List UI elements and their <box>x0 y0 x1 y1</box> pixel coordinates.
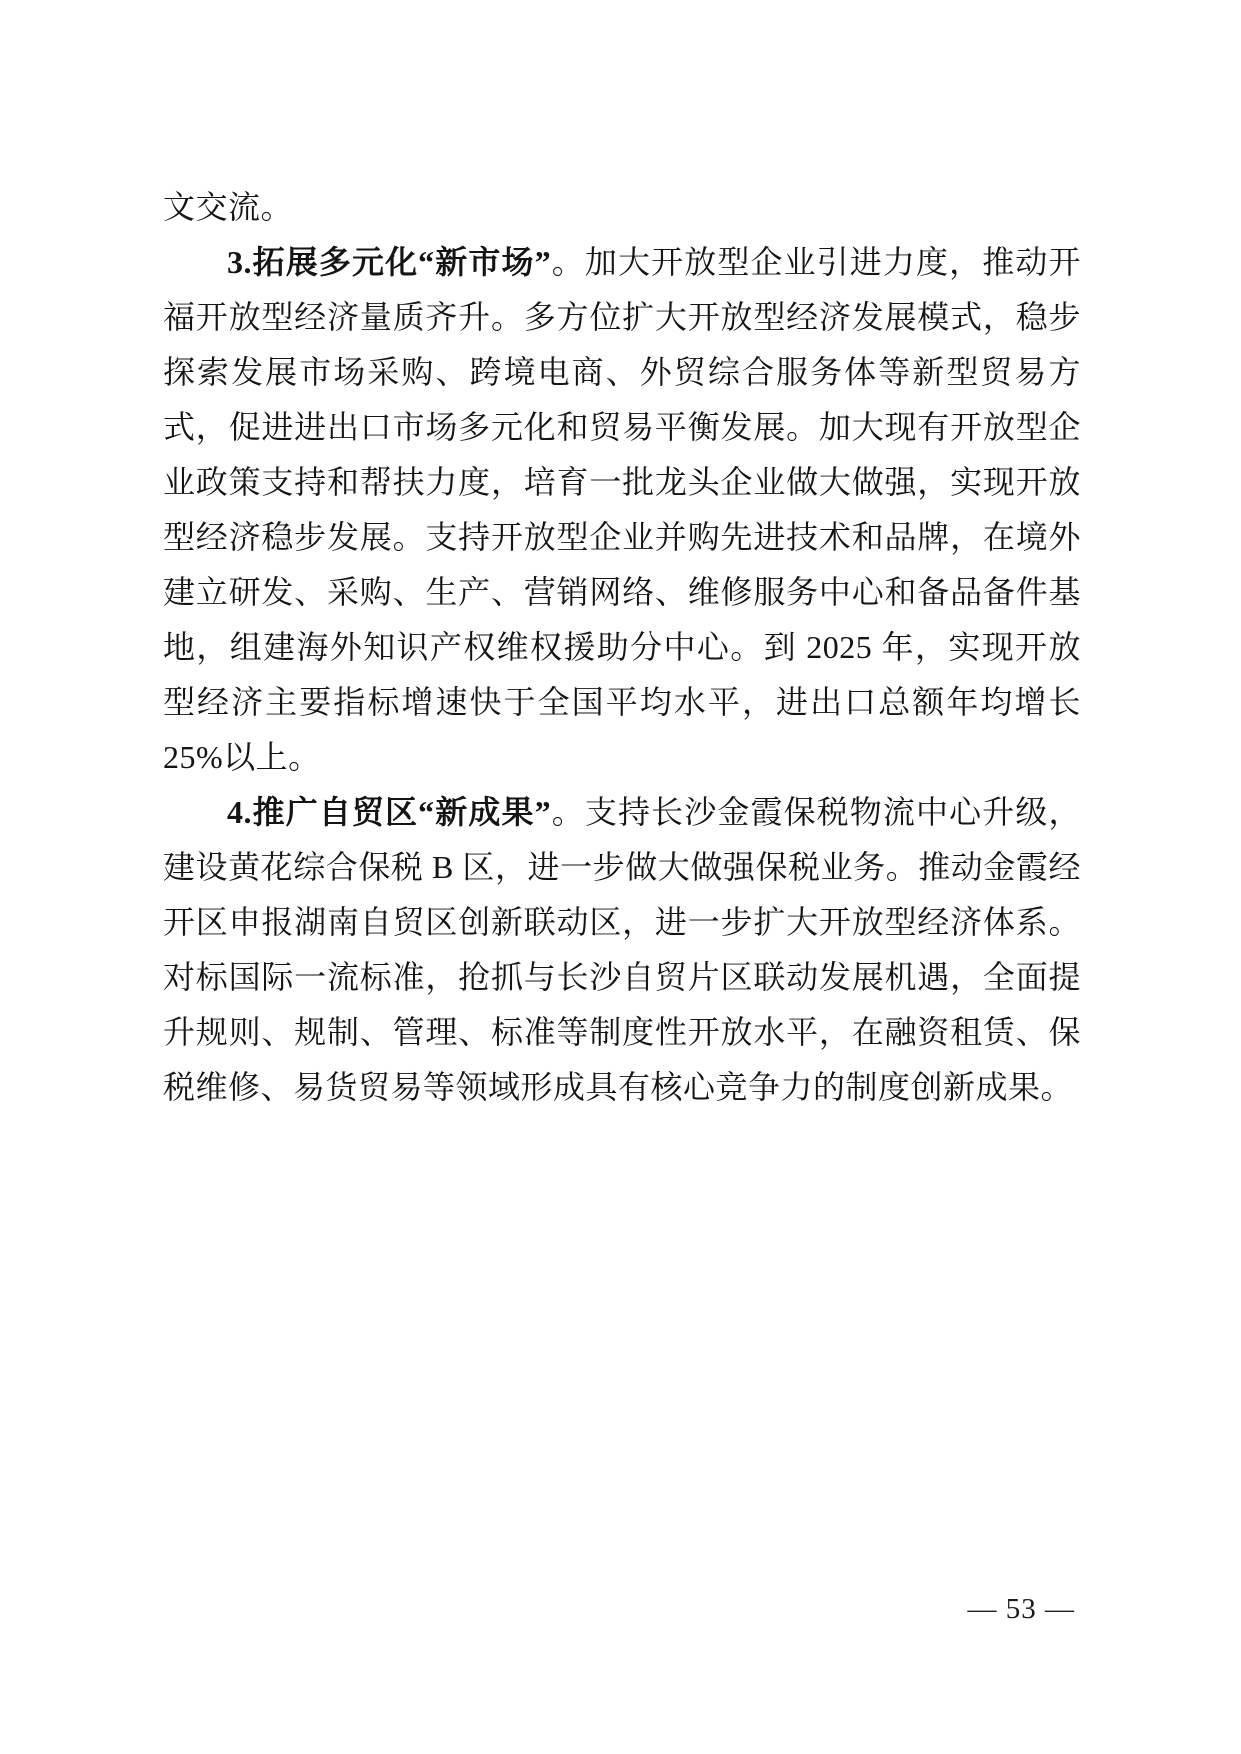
page-number: — 53 — <box>967 1593 1075 1625</box>
paragraph <box>163 235 1081 785</box>
paragraph-text: 。支持长沙金霞保税物流中心升级，建设黄花综合保税 B 区，进一步做大做强保税业务。推动金霞经开区申报湖南自贸区创新联动区，进一步扩大开放型经济体系。对标国际一流标准，抢抓与长沙自贸片区联动发展机遇，全面提升规则、规制、管理、标准等制度性开放水平，在融资租赁、保税维修、易货贸易等领域形成具有核心竞争力的制度创新成果。 <box>163 794 1081 1105</box>
paragraph-text: 文交流。 <box>163 189 294 225</box>
paragraph <box>163 180 1081 235</box>
page-body-text <box>163 180 1081 1115</box>
paragraph-text: 。加大开放型企业引进力度，推动开福开放型经济量质齐升。多方位扩大开放型经济发展模式，稳步探索发展市场采购、跨境电商、外贸综合服务体等新型贸易方式，促进进出口市场多元化和贸易平衡发展。加大现有开放型企业政策支持和帮扶力度，培育一批龙头企业做大做强，实现开放型经济稳步发展。支持开放型企业并购先进技术和品牌，在境外建立研发、采购、生产、营销网络、维修服务中心和备品备件基地，组建海外知识产权维权援助分中心。到 2025 年，实现开放型经济主要指标增速快于全国平均水平，进出口总额年均增长 25%以上。 <box>163 244 1081 775</box>
paragraph-heading: 3.拓展多元化“新市场” <box>227 244 552 280</box>
paragraph <box>163 785 1081 1115</box>
paragraph-heading: 4.推广自贸区“新成果” <box>227 794 552 830</box>
